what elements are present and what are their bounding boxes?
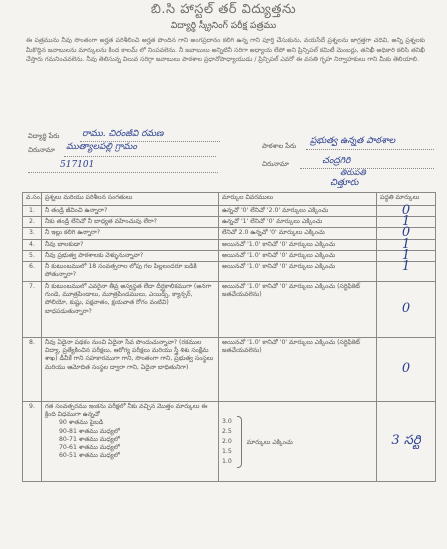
row-question: నీవు బాలకుడా? <box>41 239 218 250</box>
row-question: నీ కుటుంబములో ఎవరైనా తీవ్ర అస్వస్థత లేదా దీర్ఘకాలికముగా (అనగా గుండె, మూత్రపిండాలు, మూత్రపిండములు, ఎయిడ్స్, క్యాన్సర్, పోలియో, కుష్టు, పక్షవాతం, క్షయవాత రోగం వంటివి) బాధపడుతున్నారా? <box>41 282 218 338</box>
row-marking-scale <box>218 402 376 482</box>
extra-value: తిరుపతి <box>340 168 366 177</box>
grade-option: 90-81 శాతము మధ్యలో <box>58 427 120 435</box>
table-row <box>23 228 436 239</box>
student-name-label: విద్యార్థి పేరు <box>28 132 60 140</box>
row-score: 0 <box>376 228 435 239</box>
form-title: బి.సి హాస్టల్ తర్ విద్యుత్తను <box>150 2 297 17</box>
row-question: నీకు తండ్రి లేనిచో నీ బాధ్యత వహించువు లేరా? <box>41 217 218 228</box>
row-marking: అయినచో '1.0' కానిచో '0' మార్కులు ఎక్కించు (సర్టిఫికెట్ జతచేయవలెను) <box>218 338 376 402</box>
row-score: 1 <box>376 250 435 261</box>
screening-table <box>22 192 436 482</box>
table-row <box>23 250 436 261</box>
row-marking: అయినచో '1.0' కానిచో '0' మార్కులు ఎక్కించు <box>218 239 376 250</box>
table-row <box>23 282 436 338</box>
row-marking: అయినచో '1.0' కానిచో '0' మార్కులు ఎక్కించు (సర్టిఫికెట్ జతచేయవలెను) <box>218 282 376 338</box>
row-number: 9. <box>23 402 42 482</box>
row-question: నీ తండ్రి జీవించి ఉన్నారా? <box>41 206 218 217</box>
grade-mark: 3.0 <box>221 417 232 425</box>
student-name-value: రాము. చిరంజీవి రమణ <box>82 129 164 139</box>
grade-option: 80-71 శాతము మధ్యలో <box>58 435 120 443</box>
row-score: 0 <box>376 282 435 338</box>
grade-mark: 1.0 <box>221 457 232 465</box>
row-number: 4. <box>23 239 42 250</box>
address2-value: చంద్రగిరి <box>322 156 351 166</box>
row-question-text: గత సంవత్సరము ఇంకను పరీక్షలో నీకు వచ్చిన మొత్తం మార్కులు ఈ క్రింది విధముగా ఉన్నచో <box>44 403 208 419</box>
row-number: 8. <box>23 338 42 402</box>
table-row <box>23 402 436 482</box>
table-row <box>23 239 436 250</box>
grade-option: 60-51 శాతము మధ్యలో <box>58 452 120 460</box>
row-score: 1 <box>376 239 435 250</box>
row-score: 0 <box>376 206 435 217</box>
row-marking: ఉన్నచో '1' లేనిచో '0' మార్కులు ఎక్కించు <box>218 217 376 228</box>
address-value: ముత్యాలపల్లి గ్రామం <box>66 142 137 152</box>
instructions-paragraph: ఈ పత్రమును నీవు సొంతంగా అర్హత పరిశీలించి అర్హత పొందిన గాని అంగప్రదానం కలిగి ఉన్న గాని పూర్తి చేసుకును, వయసేదే ప్రశ్నలను జాగ్రత్తగా చదివి, అన్ని ప్రశ్నలకు మీకొద్దిన జవాబులను మార్కులను కింద కాలమ్ లో నింపవలెను. నీ జవాబులు అన్నిటినీ సరిగా అధ్యాయ లేపో అని ప్రిన్సిపల్ కమిటీ మెంబర్లు, తనిఖీ అధికారి కలిసి తనిఖీ చేస్తారు గమనించవలెను. నీవు తెలిసున్న విలువ సరిగ్గా జవాబులు పాఠశాల ప్రధానోపాధ్యాయుడు / ప్రిన్సిపల్ ఎవరో ఈ వసతి గృహ నిర్వాహకులు గాని మీకు తెలియాలి. <box>26 37 425 64</box>
table-row <box>23 217 436 228</box>
address-label: చిరునామా <box>28 146 55 154</box>
grade-option: 70-61 శాతము మధ్యలో <box>58 444 120 452</box>
pin-code-value: 517101 <box>60 160 95 170</box>
address2-line <box>300 168 434 169</box>
grade-option: 90 శాతము పైబడి <box>58 419 104 427</box>
row-score: 1 <box>376 217 435 228</box>
row-marking: మార్కులు ఎక్కించు <box>246 438 293 446</box>
col-score-header: పద్ధతి మార్కులు <box>376 193 435 206</box>
row-question: నీవు ఏదైనా పథకం నుంచి ఏదైనా సేవ పొందుచున్నావా? (రకముల విద్యా, ప్రత్యేకించిన పరీక్షలు, ఆరోగ్య పరీక్షలు మరియు స్త్రీ శిశు సంక్షేమ శాఖ) డీవీకే గాని సహకారముగా గాని, సొంతంగా గాని, ప్రభుత్వ సంస్థలు మరియు ఆమోదిత సంస్థల ద్వారా గాని, ఏదైనా బాధితునిగా) <box>41 338 218 402</box>
col-question-header: ప్రశ్నలు మరియు పరిశీలన సంగతులు <box>41 193 218 206</box>
row-score: 0 <box>376 338 435 402</box>
table-row <box>23 206 436 217</box>
table-row <box>23 338 436 402</box>
district-value: చిత్తూరు <box>330 178 359 188</box>
row-marking: ఉన్నచో '0' లేనిచో '2.0' మార్కులు ఎక్కించు <box>218 206 376 217</box>
row-question: నీ కుటుంబములో 18 సంవత్సరాల లోపు గల పిల్లలందరూ బడికి పోతున్నారా? <box>41 262 218 282</box>
row-number: 1. <box>23 206 42 217</box>
address-line <box>64 156 216 157</box>
grade-mark: 2.5 <box>221 427 232 435</box>
row-marking: అయినచో '1.0' కానిచో '0' మార్కులు ఎక్కించు <box>218 250 376 261</box>
col-marking-header: మార్కుల వివరములు <box>218 193 376 206</box>
row-number: 5. <box>23 250 42 261</box>
bracket-shape <box>237 416 242 468</box>
row-score: 1 <box>376 262 435 282</box>
row-question <box>41 402 218 482</box>
school-name-value: ప్రభుత్వ ఉన్నత పాఠశాల <box>310 136 396 146</box>
row-number: 3. <box>23 228 42 239</box>
col-serial-header: వ.సం. <box>23 193 42 206</box>
pin-line <box>28 172 218 173</box>
row-marking: లేనిచో 2.0 ఉన్నచో '0' మార్కులు ఎక్కించు <box>218 228 376 239</box>
row-number: 6. <box>23 262 42 282</box>
form-subtitle: విద్యార్థి స్క్రీనింగ్ పరీక్ష పత్రము <box>170 21 277 31</box>
row-score: 3 సర్టి <box>376 402 435 482</box>
school-name-label: పాఠశాల పేరు <box>262 142 297 150</box>
grade-mark: 1.5 <box>221 447 232 455</box>
row-marking: అయినచో '1.0' కానిచో '0' మార్కులు ఎక్కించు <box>218 262 376 282</box>
row-number: 2. <box>23 217 42 228</box>
grade-marks-list <box>222 417 232 467</box>
address2-label: చిరునామా <box>262 160 289 168</box>
table-header-row <box>23 193 436 206</box>
grade-mark: 2.0 <box>221 437 232 445</box>
row-question: నీ ఇల్లు కలిగి ఉన్నారా? <box>41 228 218 239</box>
row-question: నీవు ప్రభుత్వ పాఠశాలకు వెళ్ళునున్నావా? <box>41 250 218 261</box>
table-row <box>23 262 436 282</box>
row-number: 7. <box>23 282 42 338</box>
school-name-line <box>306 149 434 150</box>
